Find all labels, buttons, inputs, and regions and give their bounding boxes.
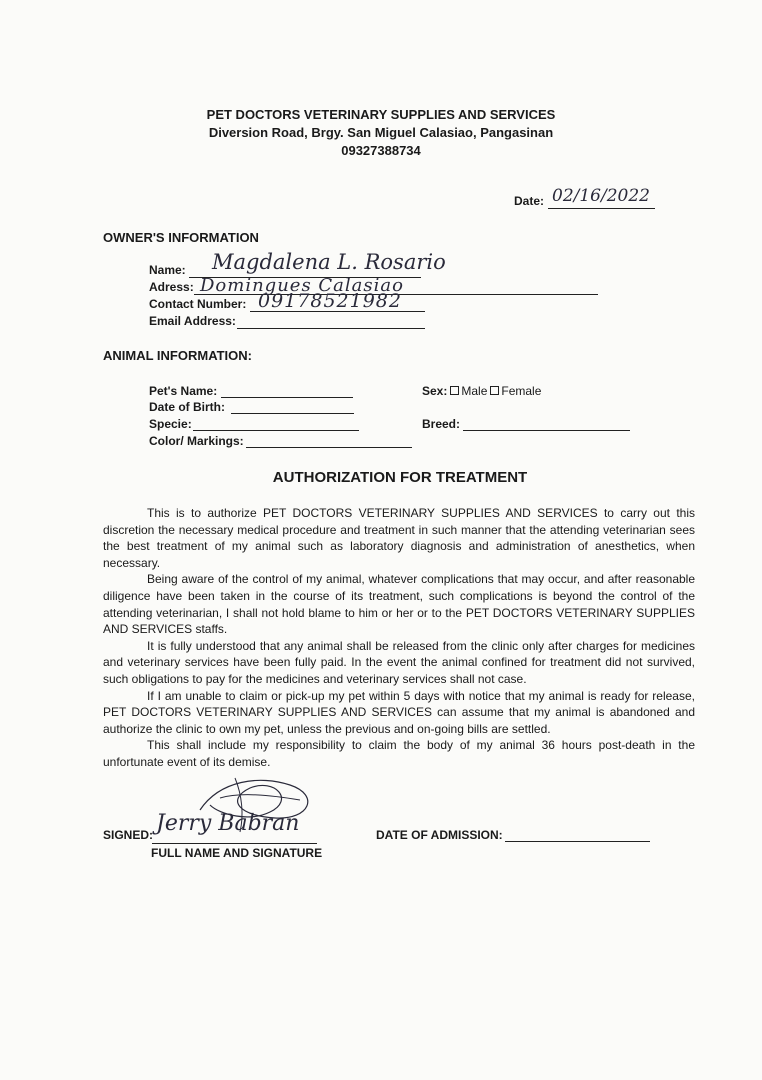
color-label: Color/ Markings: (149, 434, 244, 448)
paragraph: Being aware of the control of my animal, whatever complications that may occur, and after reasonable diligence have been taken in the course of its treatment, such complications is beyond the control of the attending veterinarian, I shall not hold blame to him or her or to the PET DOCTORS VETERINARY SUPPLIES AND SERVICES staffs. (103, 572, 695, 637)
animal-heading: ANIMAL INFORMATION: (103, 348, 252, 363)
signed-label: SIGNED: (103, 828, 154, 842)
male-option: Male (461, 384, 488, 398)
authorization-body (103, 505, 695, 771)
pet-name-label: Pet's Name: (149, 384, 218, 398)
admission-line[interactable] (505, 841, 650, 842)
female-option: Female (501, 384, 542, 398)
owner-name-value[interactable]: Magdalena L. Rosario (212, 250, 446, 274)
color-line[interactable] (246, 447, 412, 448)
sex-field (422, 384, 541, 398)
specie-line[interactable] (193, 430, 359, 431)
breed-label: Breed: (422, 417, 461, 431)
authorization-title: AUTHORIZATION FOR TREATMENT (272, 469, 528, 486)
owner-address-value[interactable]: Domingues Calasiao (200, 275, 404, 296)
signature-line (152, 843, 317, 844)
female-checkbox[interactable] (490, 386, 499, 395)
admission-label: DATE OF ADMISSION: (376, 828, 503, 842)
sex-label: Sex: (422, 384, 448, 398)
date-label: Date: (514, 194, 545, 208)
owner-name-label: Name: (149, 263, 186, 277)
company-name: PET DOCTORS VETERINARY SUPPLIES AND SERVICES (206, 107, 556, 122)
owner-contact-label: Contact Number: (149, 297, 247, 311)
owner-email-line[interactable] (237, 328, 425, 329)
male-checkbox[interactable] (450, 386, 459, 395)
company-address: Diversion Road, Brgy. San Miguel Calasiao, Pangasinan (208, 125, 554, 140)
dob-label: Date of Birth: (149, 400, 225, 414)
dob-line[interactable] (231, 413, 354, 414)
specie-label: Specie: (149, 417, 192, 431)
signer-name[interactable]: Jerry Babran (156, 811, 300, 836)
full-name-caption: FULL NAME AND SIGNATURE (151, 846, 323, 860)
paragraph: It is fully understood that any animal shall be released from the clinic only after charges for medicines and veterinary services have been fully paid. In the event the animal confined for treatment did not survived, such obligations to pay for the medicines and veterinary services shall not case. (103, 638, 695, 686)
paragraph: If I am unable to claim or pick-up my pet within 5 days with notice that my animal is ready for release, PET DOCTORS VETERINARY SUPPLIES AND SERVICES can assume that my animal is abandoned and authorize the clinic to own my pet, unless the previous and on-going bills are settled. (103, 688, 695, 736)
owner-address-label: Adress: (149, 280, 194, 294)
owner-heading: OWNER'S INFORMATION (103, 230, 259, 245)
paragraph: This shall include my responsibility to claim the body of my animal 36 hours post-death in the unfortunate event of its demise. (103, 738, 695, 769)
breed-line[interactable] (463, 430, 630, 431)
company-phone: 09327388734 (341, 143, 421, 158)
date-value[interactable]: 02/16/2022 (552, 186, 650, 206)
paragraph: This is to authorize PET DOCTORS VETERINARY SUPPLIES AND SERVICES to carry out this discretion the necessary medical procedure and treatment in such manner that the attending veterinarian sees the best treatment of my animal such as laboratory diagnosis and administration of anesthetics, when necessary. (103, 506, 695, 570)
pet-name-line[interactable] (221, 397, 353, 398)
owner-email-label: Email Address: (149, 314, 236, 328)
date-line (548, 208, 655, 209)
owner-contact-value[interactable]: 09178521982 (258, 290, 402, 312)
